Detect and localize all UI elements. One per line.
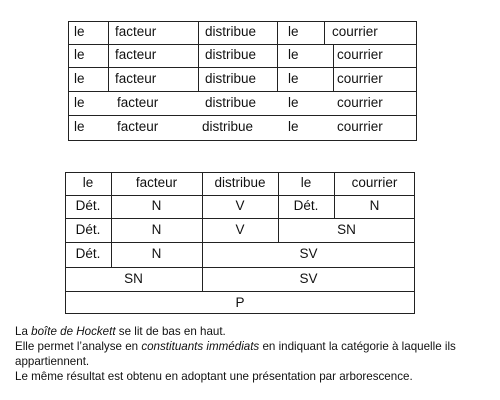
table-cell: le — [74, 24, 85, 39]
caption-emphasis: constituants immédiats — [141, 340, 260, 353]
table-cell: SV — [299, 271, 318, 286]
table-cell: le — [74, 95, 85, 110]
caption-line: Le même résultat est obtenu en adoptant une présentation par arborescence. — [15, 370, 413, 383]
caption-text: en indiquant la catégorie à laquelle ils appartiennent. — [15, 340, 456, 368]
table-cell: distribue — [214, 175, 266, 190]
caption-text: se lit de bas en haut. — [115, 325, 226, 338]
table-cell: le — [300, 175, 312, 190]
table-cell: courrier — [337, 119, 383, 134]
table-cell: le — [74, 119, 85, 134]
table-cell: N — [151, 246, 162, 261]
table-cell: courrier — [351, 175, 398, 190]
table-cell: facteur — [115, 47, 157, 62]
table-cell: N — [369, 198, 380, 213]
table-cell: Dét. — [75, 198, 101, 213]
table-cell: courrier — [332, 24, 378, 39]
table-cell: Dét. — [293, 198, 319, 213]
table-cell: distribue — [202, 119, 254, 134]
table-cell: le — [288, 24, 299, 39]
table-cell: distribue — [205, 95, 257, 110]
table-cell: distribue — [205, 24, 257, 39]
table-cell: V — [235, 198, 245, 213]
table-cell: N — [151, 198, 162, 213]
table-cell: Dét. — [75, 222, 101, 237]
table-cell: Dét. — [75, 246, 101, 261]
caption-line — [15, 339, 495, 369]
table-cell: SV — [299, 246, 318, 261]
table-cell: N — [151, 222, 162, 237]
caption — [15, 324, 495, 384]
table-cell: V — [235, 222, 245, 237]
table-cell: facteur — [115, 24, 157, 39]
table-cell: SN — [337, 222, 356, 237]
table-cell: facteur — [115, 71, 157, 86]
table-cell: le — [82, 175, 94, 190]
table-cell: P — [235, 295, 245, 310]
hockett-box — [65, 172, 415, 314]
table-cell: courrier — [337, 71, 383, 86]
word-table-1 — [68, 21, 417, 141]
table-cell: le — [288, 71, 299, 86]
table-cell: le — [288, 47, 299, 62]
caption-line — [15, 324, 495, 339]
table-cell: facteur — [117, 119, 159, 134]
table-cell: SN — [124, 271, 143, 286]
table-cell: courrier — [337, 47, 383, 62]
table-cell: facteur — [117, 95, 159, 110]
table-cell: le — [288, 119, 299, 134]
table-cell: distribue — [205, 71, 257, 86]
caption-text: La — [15, 325, 32, 338]
table-cell: distribue — [205, 47, 257, 62]
table-cell: courrier — [337, 95, 383, 110]
table-cell: le — [74, 47, 85, 62]
table-cell: le — [74, 71, 85, 86]
table-cell: facteur — [135, 175, 178, 190]
caption-text: Elle permet l’analyse en — [15, 340, 142, 353]
table-cell: le — [288, 95, 299, 110]
caption-emphasis: boîte de Hockett — [31, 325, 116, 338]
